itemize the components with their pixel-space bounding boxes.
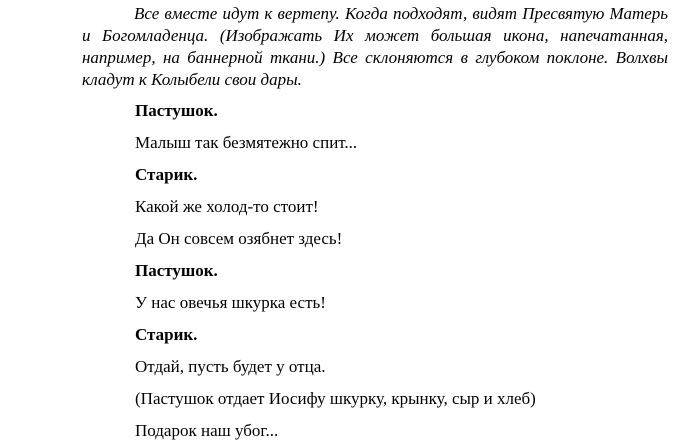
speech-line: У нас овечья шкурка есть! bbox=[135, 293, 326, 312]
speech-line: Какой же холод-то стоит! bbox=[135, 197, 319, 216]
stage-direction: Все вместе идут к вертепу. Когда подходят, видят Пресвятую Матерь и Богомладенца. (Изображать Их может большая икона, напечатанная, например, на баннерной ткани.) Все склоняются в глубоком поклоне. Волхвы кладут к Колыбели свои дары. bbox=[82, 4, 668, 89]
stage-note-line: (Пастушок отдает Иосифу шкурку, крынку, сыр и хлеб) bbox=[135, 389, 536, 408]
speech-line: Отдай, пусть будет у отца. bbox=[135, 357, 326, 376]
speech-line: Малыш так безмятежно спит... bbox=[135, 133, 358, 152]
speech-line: Да Он совсем озябнет здесь! bbox=[135, 229, 343, 248]
speaker-name: Пастушок. bbox=[135, 261, 218, 280]
speaker-name: Старик. bbox=[135, 325, 198, 344]
speaker-name: Старик. bbox=[135, 165, 198, 184]
speaker-name: Пастушок. bbox=[135, 101, 218, 120]
speech-line: Подарок наш убог... bbox=[135, 421, 279, 440]
